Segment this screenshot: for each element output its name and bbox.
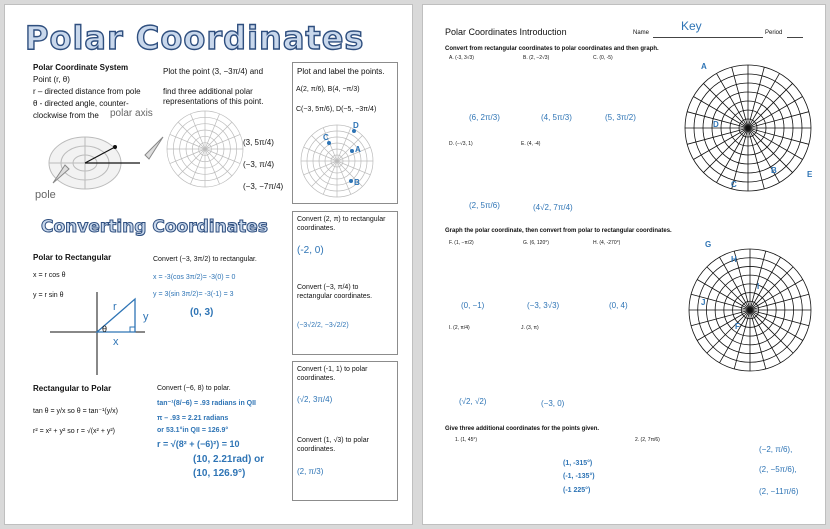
name-label: Name xyxy=(633,30,650,36)
r2p-task: Convert (−6, 8) to polar. xyxy=(157,385,231,392)
plot-answer-1: (3, 5π/4) xyxy=(243,138,274,147)
s3-ans1-1: (1, -315°) xyxy=(563,460,593,467)
r2p-eq-r: r² = x² + y² so r = √(x² + y²) xyxy=(33,428,116,435)
s1-item-d: D. (−√3, 1) xyxy=(449,141,473,147)
r2p-work-4: r = √(8² + (−6)²) = 10 xyxy=(157,439,240,449)
section-1-heading: Convert from rectangular coordinates to polar coordinates and then graph. xyxy=(445,46,659,52)
s3-ans1-2: (-1, -135°) xyxy=(563,473,595,480)
side-a1: (-2, 0) xyxy=(297,245,324,256)
right-worksheet-page xyxy=(422,4,826,525)
left-worksheet-page xyxy=(4,4,413,525)
s3-item-1: 1. (1, 45°) xyxy=(455,437,478,443)
side-a2: (−3√2/2, −3√2/2) xyxy=(297,322,349,329)
side-a4: (2, π/3) xyxy=(297,467,324,476)
intro-line-3: θ - directed angle, counter- xyxy=(33,99,129,108)
p2r-work-1: x = -3(cos 3π/2)= -3(0) = 0 xyxy=(153,274,236,281)
polar-graph-2 xyxy=(685,240,815,375)
r2p-eq-theta: tan θ = y/x so θ = tan⁻¹(y/x) xyxy=(33,408,119,415)
label-point-b: B xyxy=(354,178,360,187)
pole-label: pole xyxy=(35,189,56,201)
p2r-eq-y: y = r sin θ xyxy=(33,292,64,299)
p2r-task: Convert (−3, 3π/2) to rectangular. xyxy=(153,256,257,263)
graph1-label-b: B xyxy=(771,166,777,175)
s2-answer-j: (−3, 0) xyxy=(541,399,565,408)
s2-item-i: I. (2, π/4) xyxy=(449,325,470,331)
s1-item-b: B. (2, −2√3) xyxy=(523,55,550,61)
s2-item-h: H. (4, -270°) xyxy=(593,240,621,246)
plot-task-line-1: Plot the point (3, −3π/4) and xyxy=(163,67,264,76)
plot-answer-3: (−3, −7π/4) xyxy=(243,182,284,191)
intro-line-4: clockwise from the xyxy=(33,111,99,120)
s2-answer-h: (0, 4) xyxy=(609,301,628,310)
s2-item-j: J. (3, π) xyxy=(521,325,539,331)
p2r-answer: (0, 3) xyxy=(190,307,214,318)
p2r-work-2: y = 3(sin 3π/2)= -3(-1) = 3 xyxy=(153,291,234,298)
side-q1: Convert (2, π) to rectangular coordinates. xyxy=(297,216,386,232)
plot-answer-2: (−3, π/4) xyxy=(243,160,275,169)
side-a3: (√2, 3π/4) xyxy=(297,395,333,404)
s3-ans2-3: (2, −11π/6) xyxy=(759,487,799,496)
label-task-heading: Plot and label the points. xyxy=(297,67,385,76)
graph2-label-j: J xyxy=(701,298,706,307)
s1-item-a: A. (-3, 3√3) xyxy=(449,55,474,61)
right-page-title: Polar Coordinates Introduction xyxy=(445,27,567,37)
side-q4: Convert (1, √3) to polar coordinates. xyxy=(297,437,369,453)
polar-system-illustration xyxy=(45,125,165,195)
r2p-work-2: π – .93 = 2.21 radians xyxy=(157,415,229,422)
r2p-answer-2: (10, 126.9°) xyxy=(193,468,246,479)
r2p-heading: Rectangular to Polar xyxy=(33,384,112,393)
triangle-x-label: x xyxy=(113,336,119,348)
plot-task-line-3: representations of this point. xyxy=(163,97,264,106)
plot-task-line-2: find three additional polar xyxy=(163,87,253,96)
graph2-label-f: F xyxy=(735,322,740,331)
s2-answer-i: (√2, √2) xyxy=(459,397,487,406)
graph2-label-g: G xyxy=(705,240,712,249)
polar-graph-1 xyxy=(681,61,815,195)
graph1-label-c: C xyxy=(731,180,737,189)
p2r-eq-x: x = r cos θ xyxy=(33,272,66,279)
s3-ans2-2: (2, −5π/6), xyxy=(759,465,797,474)
intro-line-2: r – directed distance from pole xyxy=(33,87,141,96)
s1-answer-b: (4, 5π/3) xyxy=(541,113,572,122)
s1-answer-c: (5, 3π/2) xyxy=(605,113,636,122)
key-label: Key xyxy=(681,19,702,33)
page-title-polar-coordinates: Polar Coordinates xyxy=(25,19,365,57)
s1-answer-d: (2, 5π/6) xyxy=(469,201,500,210)
intro-line-1: Point (r, θ) xyxy=(33,75,70,84)
s2-item-g: G. (6, 120°) xyxy=(523,240,549,246)
period-label: Period xyxy=(765,30,783,36)
label-task-points-1: A(2, π/6), B(4, −π/3) xyxy=(296,86,360,93)
r2p-work-3: or 53.1°in QII = 126.9° xyxy=(157,427,229,434)
section-2-heading: Graph the polar coordinate, then convert from polar to rectangular coordinates. xyxy=(445,228,672,234)
graph2-label-i: I xyxy=(757,282,760,291)
triangle-theta-label: θ xyxy=(102,324,108,334)
s1-answer-e: (4√2, 7π/4) xyxy=(533,203,573,212)
polar-axis-label: polar axis xyxy=(110,108,153,119)
label-task-points-2: C(−3, 5π/6), D(−5, −3π/4) xyxy=(296,106,377,113)
graph1-label-d: D xyxy=(713,120,719,129)
s2-answer-g: (−3, 3√3) xyxy=(527,301,560,310)
triangle-r-label: r xyxy=(113,301,117,313)
s1-item-c: C. (0, -5) xyxy=(593,55,613,61)
p2r-heading: Polar to Rectangular xyxy=(33,253,112,262)
label-task-polar-grid xyxy=(299,123,375,199)
period-line xyxy=(787,37,803,38)
label-point-d: D xyxy=(353,121,359,130)
label-point-a: A xyxy=(355,145,361,154)
plot-task-polar-grid xyxy=(165,109,245,189)
r2p-work-1: tan⁻¹(8/−6) = .93 radians in QII xyxy=(157,400,257,407)
graph1-label-a: A xyxy=(701,62,707,71)
s3-ans2-1: (−2, π/6), xyxy=(759,445,793,454)
side-q3: Convert (-1, 1) to polar coordinates. xyxy=(297,366,368,382)
graph2-label-h: H xyxy=(731,255,737,264)
s1-item-e: E. (4, -4) xyxy=(521,141,541,147)
right-triangle-diagram xyxy=(45,287,155,377)
s2-item-f: F. (1, −π/2) xyxy=(449,240,474,246)
s2-answer-f: (0, −1) xyxy=(461,301,485,310)
graph1-label-e: E xyxy=(807,170,813,179)
side-q2: Convert (−3, π/4) to rectangular coordinates. xyxy=(297,284,373,300)
triangle-y-label: y xyxy=(143,311,149,323)
s1-answer-a: (6, 2π/3) xyxy=(469,113,500,122)
s3-ans1-3: (-1 225°) xyxy=(563,487,591,494)
section-3-heading: Give three additional coordinates for the points given. xyxy=(445,426,600,432)
converting-coordinates-title: Converting Coordinates xyxy=(41,217,268,237)
polar-system-heading: Polar Coordinate System xyxy=(33,63,129,72)
name-line xyxy=(653,37,763,38)
label-point-c: C xyxy=(323,133,329,142)
r2p-answer-1: (10, 2.21rad) or xyxy=(193,454,265,465)
s3-item-2: 2. (2, 7π/6) xyxy=(635,437,660,443)
